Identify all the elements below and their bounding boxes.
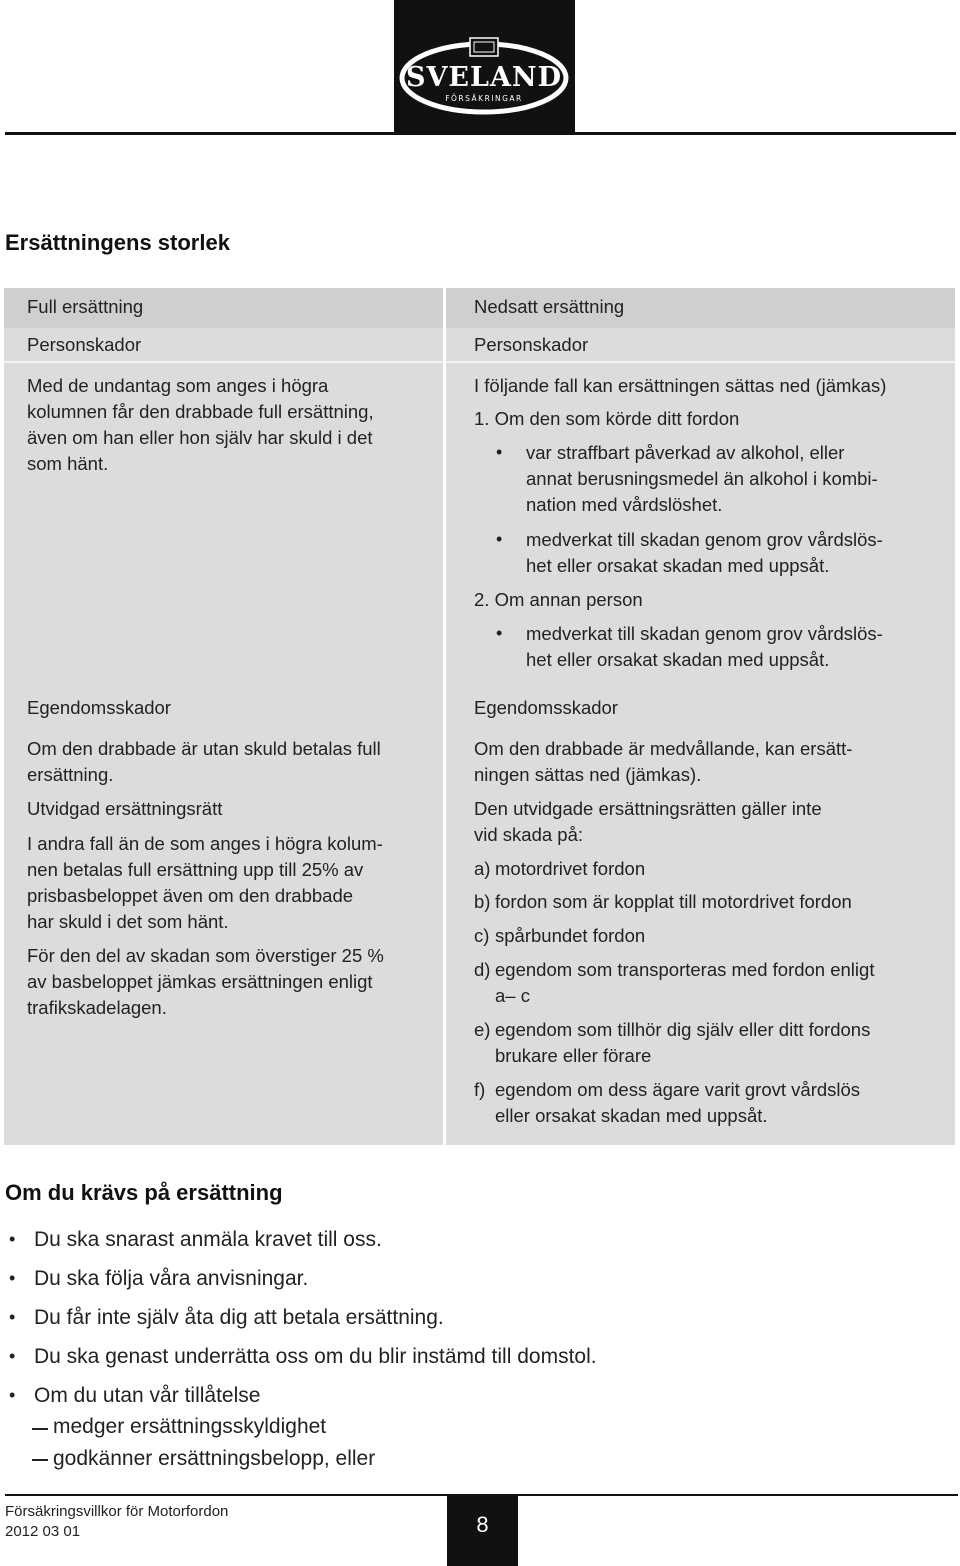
left-utvidgad-heading: Utvidgad ersättningsrätt	[27, 798, 223, 819]
right-egendom-line: ningen sättas ned (jämkas).	[474, 764, 702, 785]
right-egendom-line: Om den drabbade är medvållande, kan ersätt-	[474, 738, 853, 759]
right-item2-bullet1-line: medverkat till skadan genom grov vårdslös-	[526, 623, 883, 644]
brand-sub: FÖRSÄKRINGAR	[445, 94, 523, 103]
alpha-item-line: egendom som tillhör dig själv eller ditt fordons	[495, 1019, 871, 1040]
bullet-icon: •	[9, 1268, 16, 1288]
right-item2: 2. Om annan person	[474, 589, 643, 610]
alpha-item-line: eller orsakat skadan med uppsåt.	[495, 1105, 768, 1126]
right-item1-bullet1-line: nation med vårdslöshet.	[526, 494, 723, 515]
bullet-icon: •	[496, 529, 503, 549]
bullet-icon: •	[496, 442, 503, 462]
alpha-key: d)	[474, 959, 491, 980]
right-utvidgad-line: Den utvidgade ersättningsrätten gäller inte	[474, 798, 822, 819]
bullet-icon: •	[9, 1346, 16, 1366]
right-item1-bullet1-line: var straffbart påverkad av alkohol, eller	[526, 442, 845, 463]
left-personskador-heading: Personskador	[27, 334, 142, 355]
alpha-item-line: spårbundet fordon	[495, 925, 646, 946]
alpha-item-line: brukare eller förare	[495, 1045, 652, 1066]
right-item2-bullet1-line: het eller orsakat skadan med uppsåt.	[526, 649, 830, 670]
requirement-item: Du ska genast underrätta oss om du blir instämd till domstol.	[34, 1345, 597, 1368]
left-personskador-line: som hänt.	[27, 453, 109, 474]
requirement-item: Du får inte själv åta dig att betala ersättning.	[34, 1306, 444, 1329]
alpha-key: e)	[474, 1019, 491, 1040]
alpha-item-line: motordrivet fordon	[495, 858, 646, 879]
left-utvidgad-line: nen betalas full ersättning upp till 25% av	[27, 859, 364, 880]
dash-icon	[32, 1428, 48, 1430]
alpha-key: c)	[474, 925, 490, 946]
bullet-icon: •	[9, 1385, 16, 1405]
right-item1: 1. Om den som körde ditt fordon	[474, 408, 740, 429]
table-column-divider	[443, 288, 446, 1145]
right-utvidgad-line: vid skada på:	[474, 824, 584, 845]
table-separator-right	[446, 361, 955, 363]
bullet-icon: •	[9, 1229, 16, 1249]
left-personskador-line: kolumnen får den drabbade full ersättning,	[27, 401, 374, 422]
requirement-item: Du ska snarast anmäla kravet till oss.	[34, 1228, 382, 1251]
dash-icon	[32, 1459, 48, 1461]
footer-date: 2012 03 01	[5, 1523, 81, 1540]
alpha-key: b)	[474, 891, 491, 912]
bullet-icon: •	[9, 1307, 16, 1327]
right-item1-bullet1-line: annat berusningsmedel än alkohol i kombi-	[526, 468, 878, 489]
sveland-logo	[394, 0, 575, 135]
section-title-krav: Om du krävs på ersättning	[5, 1180, 283, 1205]
left-utvidgad-line: I andra fall än de som anges i högra kolum-	[27, 833, 383, 854]
left-header: Full ersättning	[27, 296, 144, 317]
alpha-item-line: egendom om dess ägare varit grovt vårdslös	[495, 1079, 861, 1100]
requirement-item: Om du utan vår tillåtelse	[34, 1384, 261, 1407]
section-title-ersattning: Ersättningens storlek	[5, 230, 230, 255]
right-intro: I följande fall kan ersättningen sättas ned (jämkas)	[474, 375, 887, 396]
left-egendom-heading: Egendomsskador	[27, 697, 171, 718]
left-utvidgad-line: prisbasbeloppet även om den drabbade	[27, 885, 354, 906]
bullet-icon: •	[496, 623, 503, 643]
alpha-key: f)	[474, 1079, 486, 1100]
brand-name: SVELAND	[405, 62, 563, 93]
page-number: 8	[476, 1512, 489, 1537]
right-egendom-heading: Egendomsskador	[474, 697, 618, 718]
footer-title: Försäkringsvillkor för Motorfordon	[5, 1503, 229, 1520]
sub-requirement-item: godkänner ersättningsbelopp, eller	[53, 1447, 376, 1470]
left-over25-line: trafikskadelagen.	[27, 997, 167, 1018]
left-egendom-line: ersättning.	[27, 764, 114, 785]
alpha-item-line: a– c	[495, 985, 530, 1006]
left-utvidgad-line: har skuld i det som hänt.	[27, 911, 229, 932]
alpha-item-line: egendom som transporteras med fordon enligt	[495, 959, 875, 980]
requirement-item: Du ska följa våra anvisningar.	[34, 1267, 309, 1290]
alpha-key: a)	[474, 858, 491, 879]
alpha-item-line: fordon som är kopplat till motordrivet fordon	[495, 891, 852, 912]
left-personskador-line: Med de undantag som anges i högra	[27, 375, 329, 396]
table-separator-left	[4, 361, 443, 363]
left-personskador-line: även om han eller hon själv har skuld i det	[27, 427, 373, 448]
right-personskador-heading: Personskador	[474, 334, 589, 355]
right-item1-bullet2-line: het eller orsakat skadan med uppsåt.	[526, 555, 830, 576]
left-egendom-line: Om den drabbade är utan skuld betalas full	[27, 738, 381, 759]
right-item1-bullet2-line: medverkat till skadan genom grov vårdslös-	[526, 529, 883, 550]
logo-emblem-icon	[394, 0, 575, 135]
sub-requirement-item: medger ersättningsskyldighet	[53, 1415, 327, 1438]
right-header: Nedsatt ersättning	[474, 296, 625, 317]
left-over25-line: av basbeloppet jämkas ersättningen enligt	[27, 971, 373, 992]
left-over25-line: För den del av skadan som överstiger 25 %	[27, 945, 384, 966]
